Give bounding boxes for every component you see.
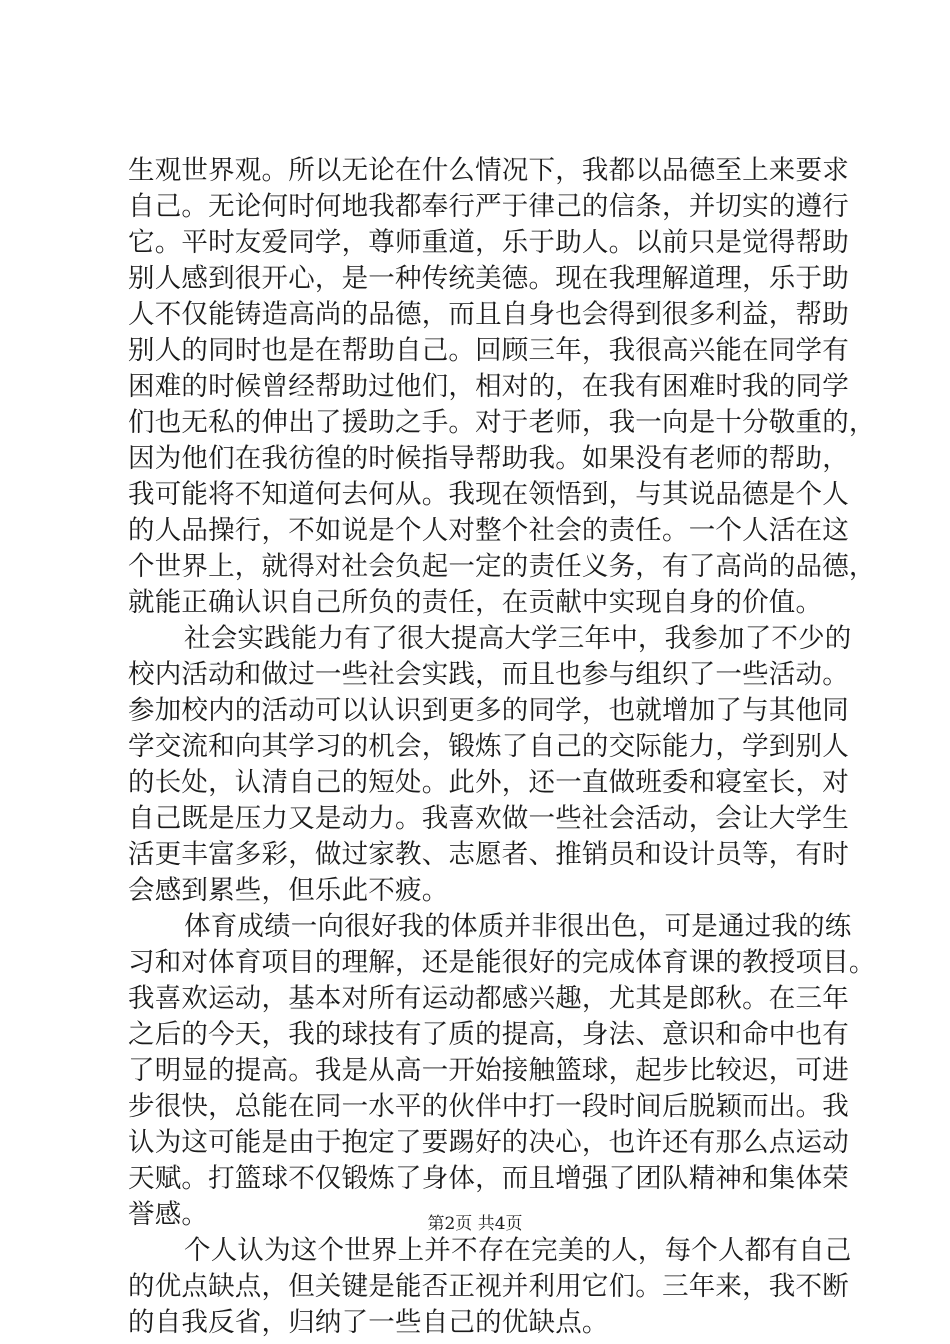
paragraph-start-line: 体育成绩一向很好我的体质并非很出色，可是通过我的练 — [184, 911, 852, 942]
text-line: 它。平时友爱同学，尊师重道，乐于助人。以前只是觉得帮助 — [128, 227, 849, 258]
text-line: 的长处，认清自己的短处。此外，还一直做班委和寝室长，对 — [128, 767, 849, 798]
text-line: 之后的今天，我的球技有了质的提高，身法、意识和命中也有 — [128, 1019, 849, 1050]
text-line: 天赋。打篮球不仅锻炼了身体，而且增强了团队精神和集体荣 — [128, 1163, 849, 1194]
text-line: 校内活动和做过一些社会实践，而且也参与组织了一些活动。 — [128, 659, 849, 690]
text-line: 的优点缺点，但关键是能否正视并利用它们。三年来，我不断 — [128, 1271, 849, 1302]
text-line: 因为他们在我彷徨的时候指导帮助我。如果没有老师的帮助， — [128, 443, 849, 474]
text-line: 我喜欢运动，基本对所有运动都感兴趣，尤其是郎秋。在三年 — [128, 983, 849, 1014]
text-line: 自己既是压力又是动力。我喜欢做一些社会活动，会让大学生 — [128, 803, 849, 834]
text-line: 自己。无论何时何地我都奉行严于律己的信条，并切实的遵行 — [128, 191, 849, 222]
text-line: 们也无私的伸出了援助之手。对于老师，我一向是十分敬重的， — [128, 407, 876, 438]
paragraph-start-line: 社会实践能力有了很大提高大学三年中，我参加了不少的 — [184, 623, 852, 654]
text-line: 认为这可能是由于抱定了要踢好的决心，也许还有那么点运动 — [128, 1127, 849, 1158]
text-line: 会感到累些，但乐此不疲。 — [128, 875, 449, 906]
text-line: 步很快，总能在同一水平的伙伴中打一段时间后脱颖而出。我 — [128, 1091, 849, 1122]
text-line: 困难的时候曾经帮助过他们，相对的，在我有困难时我的同学 — [128, 371, 849, 402]
text-line: 活更丰富多彩，做过家教、志愿者、推销员和设计员等，有时 — [128, 839, 849, 870]
text-line: 学交流和向其学习的机会，锻炼了自己的交际能力，学到别人 — [128, 731, 849, 762]
text-line: 我可能将不知道何去何从。我现在领悟到，与其说品德是个人 — [128, 479, 849, 510]
text-line: 个世界上，就得对社会负起一定的责任义务，有了高尚的品德， — [128, 551, 876, 582]
paragraph-start-line: 个人认为这个世界上并不存在完美的人，每个人都有自己 — [184, 1235, 852, 1266]
text-line: 誉感。 — [128, 1199, 209, 1230]
text-line: 别人感到很开心，是一种传统美德。现在我理解道理，乐于助 — [128, 263, 849, 294]
text-line: 参加校内的活动可以认识到更多的同学，也就增加了与其他同 — [128, 695, 849, 726]
body-text — [128, 153, 876, 1341]
text-line: 的自我反省，归纳了一些自己的优缺点。 — [128, 1307, 609, 1338]
text-line: 生观世界观。所以无论在什么情况下，我都以品德至上来要求 — [128, 155, 849, 186]
text-line: 就能正确认识自己所负的责任，在贡献中实现自身的价值。 — [128, 587, 823, 618]
text-line: 别人的同时也是在帮助自己。回顾三年，我很高兴能在同学有 — [128, 335, 849, 366]
text-line: 了明显的提高。我是从高一开始接触篮球，起步比较迟，可进 — [128, 1055, 849, 1086]
text-line: 的人品操行，不如说是个人对整个社会的责任。一个人活在这 — [128, 515, 849, 546]
page-number-footer: 第2页 共4页 — [427, 1214, 523, 1234]
text-line: 人不仅能铸造高尚的品德，而且自身也会得到很多利益，帮助 — [128, 299, 849, 330]
text-line: 习和对体育项目的理解，还是能很好的完成体育课的教授项目。 — [128, 947, 876, 978]
